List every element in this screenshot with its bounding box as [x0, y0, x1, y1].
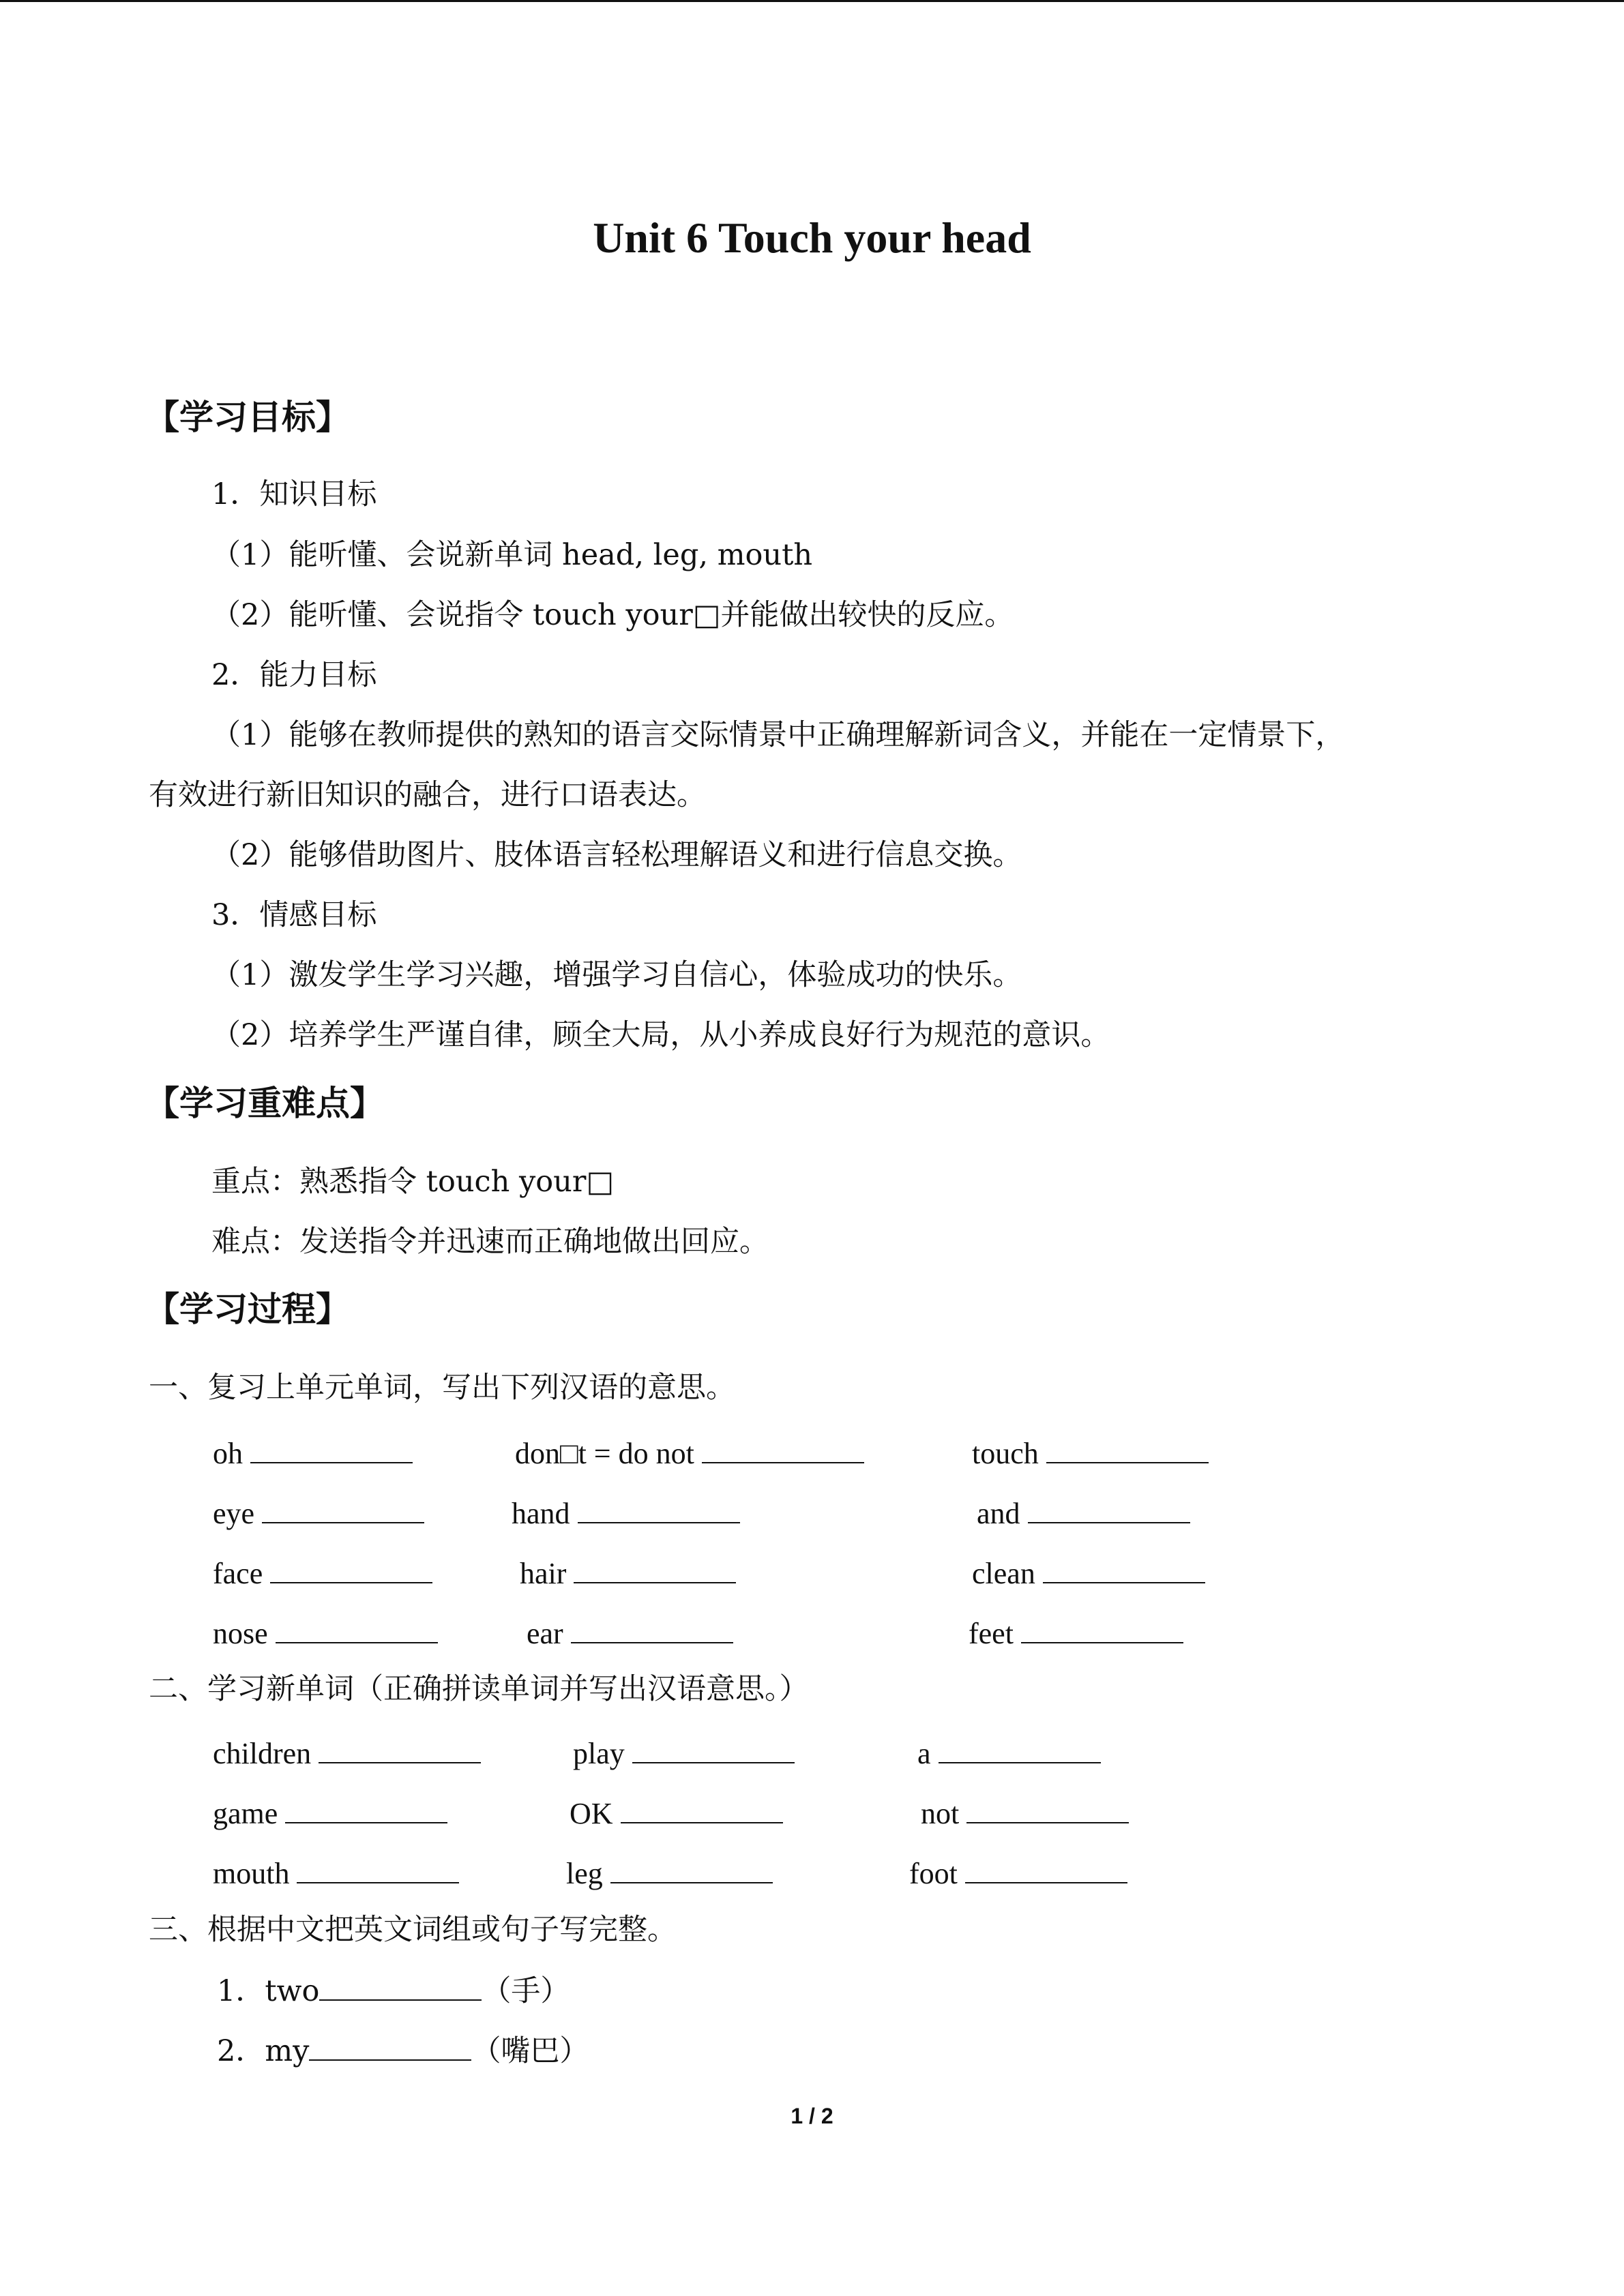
goal-line-7: （2）能够借助图片、肢体语言轻松理解语义和进行信息交换。	[211, 838, 1022, 872]
heading-learning-goals: 【学习目标】	[145, 398, 350, 437]
goal-line-8: 3．情感目标	[211, 898, 377, 932]
vocab-item	[213, 1492, 424, 1531]
vocab-word: mouth	[213, 1857, 290, 1890]
vocab-word: ear	[527, 1617, 563, 1650]
answer-blank[interactable]	[939, 1732, 1101, 1763]
answer-blank[interactable]	[578, 1492, 740, 1523]
vocab-word: foot	[909, 1857, 958, 1890]
heading-key-points: 【学习重难点】	[145, 1084, 384, 1123]
answer-blank[interactable]	[319, 1969, 482, 2001]
vocab-item	[213, 1732, 481, 1771]
sentence-hint: （嘴巴）	[471, 2034, 589, 2068]
vocab-word: touch	[972, 1437, 1039, 1470]
vocab-item	[213, 1552, 432, 1591]
vocab-item	[917, 1732, 1101, 1771]
sentence-prefix: 1．two	[217, 1974, 320, 2008]
vocab-word: feet	[969, 1617, 1014, 1650]
goal-line-5: （1）能够在教师提供的熟知的语言交际情景中正确理解新词含义，并能在一定情景下，	[211, 718, 1345, 752]
page-title: Unit 6 Touch your head	[593, 213, 1031, 262]
vocab-item	[969, 1612, 1183, 1651]
goal-line-6: 有效进行新旧知识的融合，进行口语表达。	[149, 778, 706, 812]
difficult-point-line: 难点：发送指令并迅速而正确地做出回应。	[211, 1225, 769, 1259]
vocab-word: nose	[213, 1617, 268, 1650]
answer-blank[interactable]	[965, 1852, 1127, 1883]
vocab-word: leg	[566, 1857, 603, 1890]
vocab-item	[213, 1432, 413, 1471]
answer-blank[interactable]	[632, 1732, 795, 1763]
answer-blank[interactable]	[1028, 1492, 1190, 1523]
vocab-item	[573, 1732, 795, 1771]
vocab-item	[972, 1552, 1205, 1591]
answer-blank[interactable]	[262, 1492, 424, 1523]
vocab-word: and	[977, 1497, 1020, 1530]
answer-blank[interactable]	[1046, 1432, 1209, 1463]
vocab-item	[213, 1612, 438, 1651]
vocab-item	[909, 1852, 1127, 1891]
vocab-item	[213, 1852, 459, 1891]
goal-line-10: （2）培养学生严谨自律，顾全大局，从小养成良好行为规范的意识。	[211, 1018, 1110, 1052]
heading-learning-process: 【学习过程】	[145, 1289, 350, 1329]
goal-line-3: （2）能听懂、会说指令 touch your□并能做出较快的反应。	[211, 598, 1014, 632]
vocab-word: hair	[520, 1557, 567, 1590]
answer-blank[interactable]	[250, 1432, 413, 1463]
goal-line-1: 1．知识目标	[211, 477, 377, 511]
vocab-item	[213, 1792, 447, 1831]
answer-blank[interactable]	[270, 1552, 432, 1583]
vocab-item	[977, 1492, 1190, 1531]
answer-blank[interactable]	[309, 2029, 471, 2061]
goal-line-4: 2．能力目标	[211, 658, 377, 692]
part2-title: 二、学习新单词（正确拼读单词并写出汉语意思。）	[149, 1672, 809, 1706]
sentence-hint: （手）	[482, 1974, 570, 2008]
vocab-item	[512, 1492, 740, 1531]
vocab-word: not	[921, 1797, 960, 1830]
vocab-word: face	[213, 1557, 263, 1590]
vocab-item	[566, 1852, 773, 1891]
answer-blank[interactable]	[702, 1432, 864, 1463]
answer-blank[interactable]	[319, 1732, 481, 1763]
sentence-item-1	[217, 1969, 570, 2012]
vocab-word: oh	[213, 1437, 243, 1470]
vocab-word: a	[917, 1737, 931, 1770]
answer-blank[interactable]	[1021, 1612, 1183, 1643]
vocab-item	[972, 1432, 1209, 1471]
vocab-item	[520, 1552, 736, 1591]
vocab-word: children	[213, 1737, 312, 1770]
sentence-item-2	[217, 2029, 589, 2072]
answer-blank[interactable]	[297, 1852, 459, 1883]
answer-blank[interactable]	[574, 1552, 736, 1583]
answer-blank[interactable]	[966, 1792, 1129, 1823]
goal-line-9: （1）激发学生学习兴趣，增强学习自信心，体验成功的快乐。	[211, 958, 1022, 992]
vocab-item	[527, 1612, 733, 1651]
answer-blank[interactable]	[621, 1792, 783, 1823]
vocab-word: play	[573, 1737, 625, 1770]
vocab-item	[570, 1792, 783, 1831]
vocab-word: game	[213, 1797, 278, 1830]
answer-blank[interactable]	[571, 1612, 733, 1643]
part1-title: 一、复习上单元单词，写出下列汉语的意思。	[149, 1371, 735, 1405]
vocab-word: clean	[972, 1557, 1035, 1590]
goal-line-2: （1）能听懂、会说新单词 head, leg, mouth	[211, 538, 813, 572]
answer-blank[interactable]	[1043, 1552, 1205, 1583]
vocab-word: OK	[570, 1797, 613, 1830]
vocab-word: don□t = do not	[515, 1437, 694, 1470]
answer-blank[interactable]	[276, 1612, 438, 1643]
answer-blank[interactable]	[610, 1852, 773, 1883]
vocab-word: hand	[512, 1497, 570, 1530]
vocab-item	[921, 1792, 1129, 1831]
answer-blank[interactable]	[285, 1792, 447, 1823]
part3-title: 三、根据中文把英文词组或句子写完整。	[149, 1913, 677, 1947]
vocab-item	[515, 1432, 864, 1471]
key-point-line: 重点：熟悉指令 touch your□	[211, 1165, 615, 1199]
page-number: 1 / 2	[791, 2104, 833, 2128]
sentence-prefix: 2．my	[217, 2034, 310, 2068]
vocab-word: eye	[213, 1497, 255, 1530]
top-border	[0, 0, 1624, 2]
